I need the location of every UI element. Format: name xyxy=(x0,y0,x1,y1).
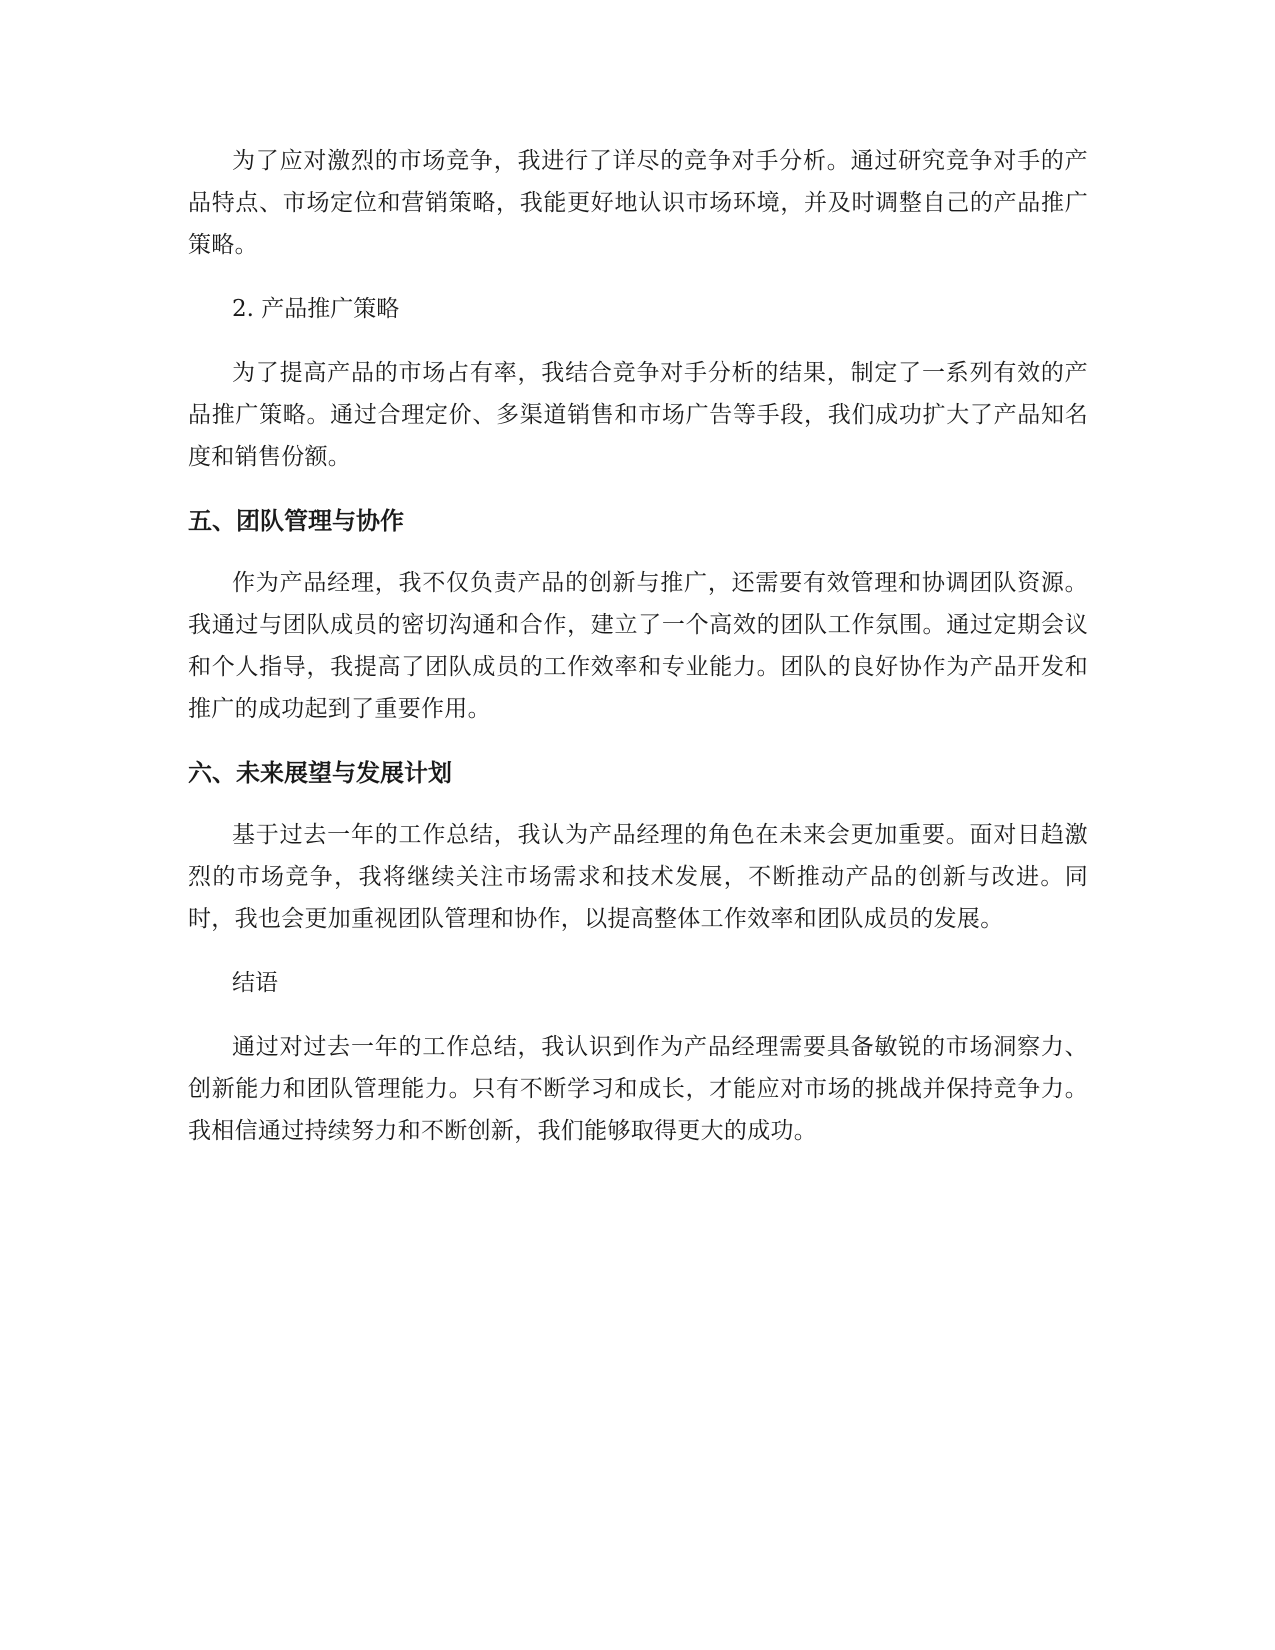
paragraph-team-management: 作为产品经理，我不仅负责产品的创新与推广，还需要有效管理和协调团队资源。我通过与团队成员的密切沟通和合作，建立了一个高效的团队工作氛围。通过定期会议和个人指导，我提高了团队成员的工作效率和专业能力。团队的良好协作为产品开发和推广的成功起到了重要作用。 xyxy=(188,570,1088,722)
paragraph-competitor-analysis: 为了应对激烈的市场竞争，我进行了详尽的竞争对手分析。通过研究竞争对手的产品特点、市场定位和营销策略，我能更好地认识市场环境，并及时调整自己的产品推广策略。 xyxy=(188,148,1088,258)
paragraph-promotion-strategy: 为了提高产品的市场占有率，我结合竞争对手分析的结果，制定了一系列有效的产品推广策略。通过合理定价、多渠道销售和市场广告等手段，我们成功扩大了产品知名度和销售份额。 xyxy=(188,360,1088,470)
subheading-conclusion: 结语 xyxy=(232,970,278,996)
subheading-product-promotion: 2. 产品推广策略 xyxy=(232,296,400,322)
heading-future-outlook: 六、未来展望与发展计划 xyxy=(188,759,452,787)
document-page xyxy=(188,140,1088,1174)
paragraph-future-outlook: 基于过去一年的工作总结，我认为产品经理的角色在未来会更加重要。面对日趋激烈的市场竞争，我将继续关注市场需求和技术发展，不断推动产品的创新与改进。同时，我也会更加重视团队管理和协作，以提高整体工作效率和团队成员的发展。 xyxy=(188,822,1088,932)
heading-team-management: 五、团队管理与协作 xyxy=(188,507,404,535)
paragraph-conclusion: 通过对过去一年的工作总结，我认识到作为产品经理需要具备敏锐的市场洞察力、创新能力和团队管理能力。只有不断学习和成长，才能应对市场的挑战并保持竞争力。我相信通过持续努力和不断创新，我们能够取得更大的成功。 xyxy=(188,1034,1088,1144)
